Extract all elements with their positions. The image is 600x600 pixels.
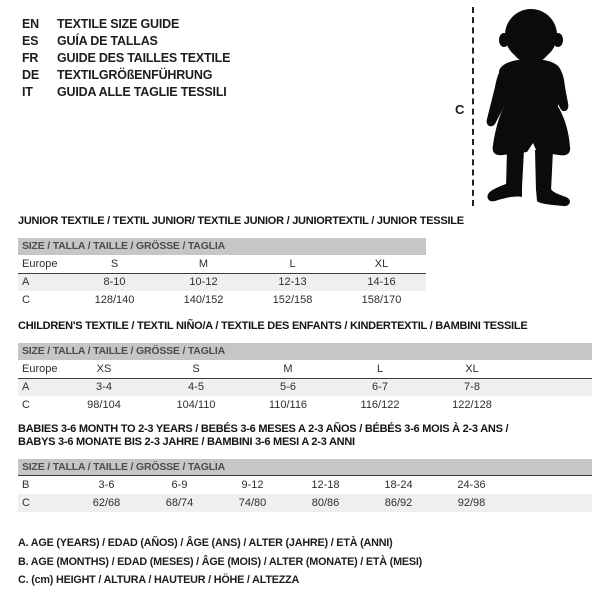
- height-measure-dashed-line: [472, 7, 474, 206]
- cell: 86/92: [384, 497, 413, 509]
- cell: 24-36: [457, 479, 486, 491]
- cell: 6-9: [171, 479, 188, 491]
- lang-code: EN: [22, 16, 39, 31]
- row-label: C: [22, 399, 30, 411]
- cell: 80/86: [311, 497, 340, 509]
- spacer-cell: [508, 494, 592, 512]
- lang-row-en: [22, 15, 230, 32]
- cell: 158/170: [361, 294, 402, 306]
- babies-table-title: [18, 423, 592, 449]
- junior-size-table: [18, 255, 426, 309]
- cell: 116/122: [360, 399, 400, 411]
- cell: 6-7: [372, 381, 388, 394]
- lang-row-it: [22, 83, 230, 100]
- cell: 152/158: [272, 294, 313, 306]
- cell: L: [334, 360, 426, 378]
- cell: 110/116: [268, 399, 308, 411]
- spacer-cell: [508, 476, 592, 494]
- children-table-title: CHILDREN'S TEXTILE / TEXTIL NIÑO/A / TEXTILE DES ENFANTS / KINDERTEXTIL / BAMBINI TESSILE: [18, 320, 528, 332]
- row-label: C: [22, 294, 30, 306]
- spacer-cell: [518, 396, 592, 414]
- toddler-silhouette-image: [477, 5, 577, 207]
- lang-row-de: [22, 66, 230, 83]
- cell: S: [70, 255, 159, 273]
- cell: 10-12: [189, 276, 218, 289]
- table-row-height: [18, 494, 592, 512]
- cell: XS: [58, 360, 150, 378]
- lang-title: GUIDE DES TAILLES TEXTILE: [57, 50, 231, 65]
- row-label: Europe: [18, 255, 70, 273]
- cell: 4-5: [188, 381, 204, 394]
- table-row-age: [18, 273, 426, 291]
- cell: XL: [337, 255, 426, 273]
- spacer-cell: [518, 378, 592, 396]
- cell: M: [159, 255, 248, 273]
- table-row-height: [18, 396, 592, 414]
- row-label: C: [22, 497, 30, 509]
- table-row-age: [18, 378, 592, 396]
- lang-code: IT: [22, 84, 33, 99]
- cell: 9-12: [241, 479, 264, 491]
- cell: M: [242, 360, 334, 378]
- cell: 14-16: [367, 276, 396, 289]
- cell: 12-13: [278, 276, 307, 289]
- row-label: B: [22, 479, 30, 491]
- row-label: Europe: [18, 360, 58, 378]
- footnote-age-months: B. AGE (MONTHS) / EDAD (MESES) / ÂGE (MOIS) / ALTER (MONATE) / ETÀ (MESI): [18, 555, 423, 568]
- cell: L: [248, 255, 337, 273]
- cell: 74/80: [238, 497, 267, 509]
- babies-title-line2: BABYS 3-6 MONATE BIS 2-3 JAHRE / BAMBINI 3-6 MESI A 2-3 ANNI: [18, 436, 355, 448]
- junior-table-title: JUNIOR TEXTILE / TEXTIL JUNIOR/ TEXTILE JUNIOR / JUNIORTEXTIL / JUNIOR TESSILE: [18, 215, 464, 227]
- junior-size-table-section: [18, 215, 464, 309]
- size-header-bar: SIZE / TALLA / TAILLE / GRÖSSE / TAGLIA: [18, 238, 426, 255]
- cell: 7-8: [464, 381, 480, 394]
- table-row-height: [18, 291, 426, 309]
- cell: 68/74: [165, 497, 194, 509]
- cell: XL: [426, 360, 518, 378]
- children-size-table: [18, 360, 592, 414]
- lang-row-es: [22, 32, 230, 49]
- cell: 104/110: [176, 399, 216, 411]
- cell: 3-4: [96, 381, 112, 394]
- height-measure-label: C: [455, 102, 465, 117]
- language-legend: [22, 15, 230, 100]
- footnote-age-years: A. AGE (YEARS) / EDAD (AÑOS) / ÂGE (ANS) / ALTER (JAHRE) / ETÀ (ANNI): [18, 537, 393, 549]
- table-row-months: [18, 476, 592, 494]
- babies-size-table-section: [18, 423, 592, 512]
- cell: 5-6: [280, 381, 296, 394]
- lang-code: DE: [22, 67, 39, 82]
- legend-footnotes: [18, 534, 422, 590]
- cell: 3-6: [98, 479, 115, 491]
- cell: 140/152: [183, 294, 224, 306]
- cell: 98/104: [87, 399, 121, 411]
- row-label: A: [22, 381, 30, 394]
- lang-title: GUIDA ALLE TAGLIE TESSILI: [57, 84, 227, 99]
- lang-code: ES: [22, 33, 39, 48]
- cell: 12-18: [311, 479, 340, 491]
- cell: 62/68: [92, 497, 121, 509]
- cell: 122/128: [452, 399, 492, 411]
- size-header-bar: SIZE / TALLA / TAILLE / GRÖSSE / TAGLIA: [18, 459, 592, 476]
- lang-code: FR: [22, 50, 39, 65]
- lang-row-fr: [22, 49, 230, 66]
- table-row-europe: [18, 255, 426, 273]
- cell: S: [150, 360, 242, 378]
- children-size-table-section: [18, 320, 592, 414]
- table-row-europe: [18, 360, 592, 378]
- cell: 128/140: [94, 294, 135, 306]
- cell: 92/98: [457, 497, 486, 509]
- size-header-bar: SIZE / TALLA / TAILLE / GRÖSSE / TAGLIA: [18, 343, 592, 360]
- lang-title: TEXTILE SIZE GUIDE: [57, 16, 180, 31]
- lang-title: GUÍA DE TALLAS: [57, 33, 158, 48]
- babies-size-table: [18, 476, 592, 512]
- cell: 18-24: [384, 479, 413, 491]
- babies-title-line1: BABIES 3-6 MONTH TO 2-3 YEARS / BEBÉS 3-6 MESES A 2-3 AÑOS / BÉBÉS 3-6 MOIS À 2-3 ANS /: [18, 423, 509, 435]
- cell: 8-10: [103, 276, 126, 289]
- footnote-height-cm: C. (cm) HEIGHT / ALTURA / HAUTEUR / HÖHE / ALTEZZA: [18, 574, 300, 586]
- row-label: A: [22, 276, 30, 289]
- lang-title: TEXTILGRÖßENFÜHRUNG: [57, 67, 213, 82]
- spacer-cell: [518, 360, 592, 378]
